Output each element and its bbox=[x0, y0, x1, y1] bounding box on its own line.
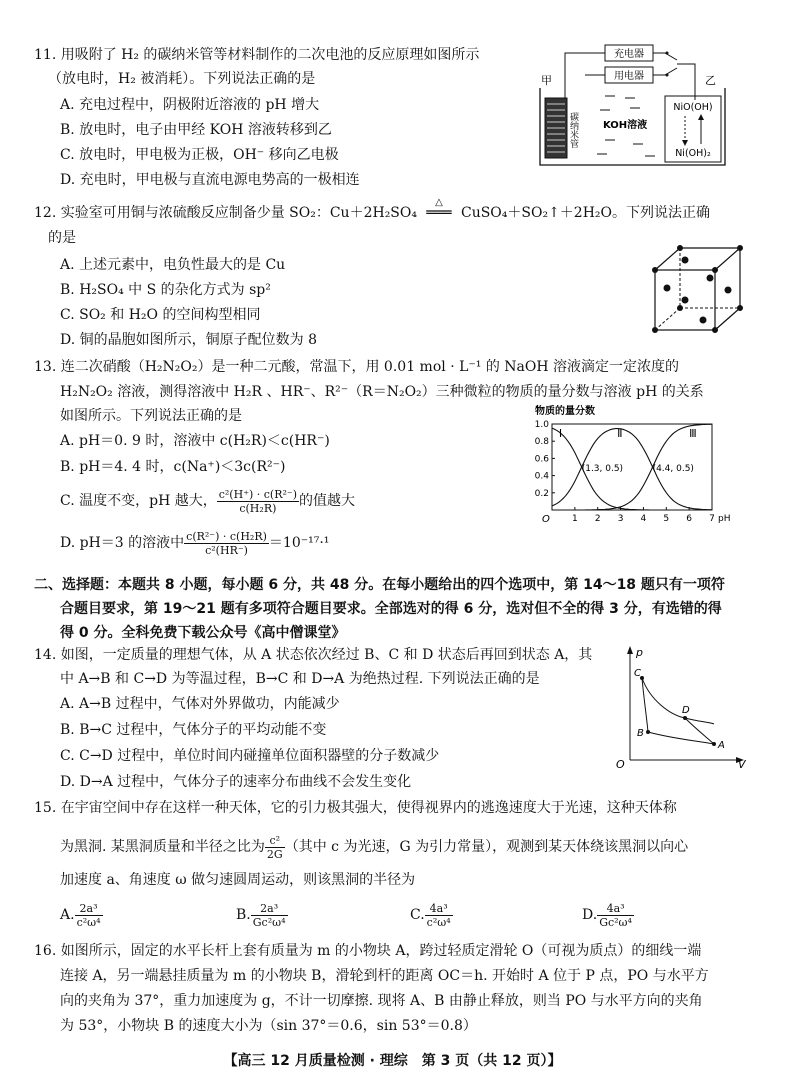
q11-stem-line2: （放电时，H₂ 被消耗）。下列说法正确的是 bbox=[48, 71, 316, 87]
x-tick-label: 6 bbox=[686, 514, 693, 524]
distribution-chart bbox=[530, 402, 745, 528]
q13-option-c bbox=[60, 484, 355, 518]
q14-option-a: A. A→B 过程中，气体对外界做功，内能减少 bbox=[60, 696, 340, 712]
q15-a-fraction bbox=[75, 902, 103, 929]
x-tick-label: 7 bbox=[709, 514, 715, 524]
chart-origin-label: O bbox=[542, 514, 550, 525]
q12-stem-part2: CuSO₄＋SO₂↑＋2H₂O。下列说法正确 bbox=[460, 205, 711, 221]
nioh-label: NiO(OH) bbox=[673, 102, 713, 113]
q11-option-c: C. 放电时，甲电极为正极，OH⁻ 移向乙电极 bbox=[60, 147, 339, 163]
q15-b-den: Gc²ω⁴ bbox=[252, 915, 286, 929]
p-axis-label: p bbox=[636, 646, 643, 659]
q13-d-pre: D. pH＝3 的溶液中 bbox=[60, 535, 185, 551]
q15-c-den: c²ω⁴ bbox=[426, 915, 451, 929]
electrode-jia-label: 甲 bbox=[541, 74, 552, 87]
x-tick-label: 5 bbox=[663, 514, 670, 524]
nioh2-label: Ni(OH)₂ bbox=[675, 148, 711, 159]
q11-option-d: D. 充电时，甲电极与直流电源电势高的一极相连 bbox=[60, 172, 360, 188]
q15-c-label: C. bbox=[410, 907, 425, 923]
q15-d-num: 4a³ bbox=[597, 902, 634, 916]
q15-c-num: 4a³ bbox=[425, 902, 453, 916]
y-tick-label: 0.4 bbox=[534, 471, 549, 482]
q13-c-num: c²(H⁺) · c(R²⁻) bbox=[218, 487, 298, 501]
chart-title: 物质的量分数 bbox=[535, 406, 595, 417]
q14-option-b: B. B→C 过程中，气体分子的平均动能不变 bbox=[60, 722, 327, 738]
q13-option-d bbox=[60, 526, 329, 560]
q13-c-pre: C. 温度不变，pH 越大， bbox=[60, 493, 217, 509]
q13-option-b: B. pH＝4. 4 时，c(Na⁺)＜3c(R²⁻) bbox=[60, 459, 286, 475]
state-b-label: B bbox=[637, 728, 644, 739]
x-tick-label: 1 bbox=[571, 514, 578, 524]
state-c-label: C bbox=[634, 668, 641, 679]
q13-stem-line2: H₂N₂O₂ 溶液，测得溶液中 H₂R 、HR⁻、R²⁻（R＝N₂O₂）三种微粒的物质的量分数与溶液 pH 的关系 bbox=[60, 384, 704, 400]
x-tick-label: 4 bbox=[640, 514, 647, 524]
q13-stem-line1: 13. 连二次硝酸（H₂N₂O₂）是一种二元酸，常温下，用 0.01 mol · L⁻¹ 的 NaOH 溶液滴定一定浓度的 bbox=[34, 359, 680, 375]
annotation-pka2: (4.4, 0.5) bbox=[652, 464, 694, 474]
cnt-label: 碳纳米管 bbox=[568, 112, 578, 148]
q11-stem-line1: 11. 用吸附了 H₂ 的碳纳米管等材料制作的二次电池的反应原理如图所示 bbox=[34, 47, 480, 63]
x-tick-label: 2 bbox=[594, 514, 601, 524]
q13-c-post: 的值越大 bbox=[299, 493, 356, 509]
q15-stem-line3: 加速度 a、角速度 ω 做匀速圆周运动，则该黑洞的半径为 bbox=[60, 872, 416, 888]
state-d-label: D bbox=[682, 705, 690, 716]
q12-option-d: D. 铜的晶胞如图所示，铜原子配位数为 8 bbox=[60, 332, 317, 348]
q11-battery-diagram bbox=[535, 40, 745, 170]
q13-d-fraction bbox=[184, 530, 269, 557]
q13-c-den: c(H₂R) bbox=[239, 501, 277, 515]
q15-option-a bbox=[60, 898, 103, 932]
q12-stem-part1: 12. 实验室可用铜与浓硫酸反应制备少量 SO₂：Cu＋2H₂SO₄ bbox=[34, 205, 417, 221]
q15-a-den: c²ω⁴ bbox=[76, 915, 101, 929]
q14-stem-line2: 中 A→B 和 C→D 为等温过程，B→C 和 D→A 为绝热过程. 下列说法正确的是 bbox=[60, 671, 540, 687]
x-axis-label: pH bbox=[718, 514, 731, 524]
q12-option-c: C. SO₂ 和 H₂O 的空间构型相同 bbox=[60, 307, 261, 323]
koh-label: KOH溶液 bbox=[603, 120, 648, 131]
q15-ratio-num: c² bbox=[265, 834, 285, 848]
page-footer: 【高三 12 月质量检测 · 理综 第 3 页（共 12 页）】 bbox=[223, 1053, 562, 1069]
section2-line3: 得 0 分。全科免费下载公众号《高中僧课堂》 bbox=[60, 625, 346, 641]
v-axis-label: V bbox=[738, 758, 746, 770]
q15-option-d bbox=[582, 898, 634, 932]
pv-diagram bbox=[610, 640, 750, 770]
q15-stem-line1: 15. 在宇宙空间中存在这样一种天体，它的引力极其强大，使得视界内的逃逸速度大于光速，这种天体称 bbox=[34, 800, 677, 816]
q14-option-d: D. D→A 过程中，气体分子的速率分布曲线不会发生变化 bbox=[60, 774, 412, 790]
q13-option-a: A. pH＝0. 9 时，溶液中 c(H₂R)＜c(HR⁻) bbox=[60, 433, 330, 449]
q15-stem2-post: （其中 c 为光速，G 为引力常量），观测到某天体绕该黑洞以向心 bbox=[284, 839, 689, 855]
q12-stem-line2: 的是 bbox=[48, 230, 76, 246]
q15-d-fraction bbox=[597, 902, 634, 929]
heat-symbol: △ bbox=[435, 197, 443, 208]
q13-stem-line3: 如图所示。下列说法正确的是 bbox=[60, 408, 242, 424]
q16-stem-line2: 连接 A，另一端悬挂质量为 m 的小物块 B，滑轮到杆的距离 OC＝h. 开始时 A 位于 P 点，PO 与水平方 bbox=[60, 968, 709, 984]
q13-d-num: c(R²⁻) · c(H₂R) bbox=[186, 529, 267, 543]
region-label-2: Ⅱ bbox=[617, 426, 623, 440]
q15-option-c bbox=[410, 898, 453, 932]
region-label-1: Ⅰ bbox=[558, 426, 563, 440]
y-tick-label: 0.8 bbox=[534, 437, 549, 448]
y-tick-label: 0.2 bbox=[534, 488, 549, 499]
q14-stem-line1: 14. 如图，一定质量的理想气体，从 A 状态依次经过 B、C 和 D 状态后再回到状态 A，其 bbox=[34, 647, 593, 663]
q13-c-fraction bbox=[217, 488, 299, 515]
q15-a-num: 2a³ bbox=[75, 902, 103, 916]
q13-d-post: ＝10⁻¹⁷·¹ bbox=[268, 535, 330, 551]
fcc-unit-cell bbox=[645, 240, 745, 340]
section2-line2: 合题目要求，第 19～21 题有多项符合题目要求。全部选对的得 6 分，选对但不全的得 3 分，有选错的得 bbox=[60, 601, 722, 617]
q15-b-label: B. bbox=[236, 907, 251, 923]
charger-label: 充电器 bbox=[614, 49, 644, 60]
q13-d-den: c²(HR⁻) bbox=[205, 543, 248, 557]
q15-a-label: A. bbox=[60, 907, 75, 923]
q14-option-c: C. C→D 过程中，单位时间内碰撞单位面积器壁的分子数减少 bbox=[60, 748, 440, 764]
q15-option-b bbox=[236, 898, 288, 932]
consumer-label: 用电器 bbox=[614, 71, 644, 82]
q12-stem-line1 bbox=[34, 197, 711, 222]
q15-d-den: Gc²ω⁴ bbox=[599, 915, 632, 929]
q15-ratio-den: 2G bbox=[266, 847, 283, 861]
reaction-arrow: △ ═══ bbox=[417, 204, 461, 222]
q15-ratio-fraction bbox=[265, 834, 285, 861]
q12-option-b: B. H₂SO₄ 中 S 的杂化方式为 sp² bbox=[60, 282, 271, 298]
annotation-pka1: (1.3, 0.5) bbox=[581, 464, 624, 474]
q15-c-fraction bbox=[425, 902, 453, 929]
q15-stem-line2 bbox=[60, 830, 688, 864]
q11-option-a: A. 充电过程中，阴极附近溶液的 pH 增大 bbox=[60, 97, 320, 113]
q11-option-b: B. 放电时，电子由甲经 KOH 溶液转移到乙 bbox=[60, 122, 332, 138]
state-a-label: A bbox=[718, 740, 725, 751]
y-tick-label: 0.6 bbox=[534, 454, 549, 465]
q16-stem-line4: 为 53°，小物块 B 的速度大小为（sin 37°＝0.6，sin 53°＝0.8） bbox=[60, 1018, 477, 1034]
q16-stem-line3: 向的夹角为 37°，重力加速度为 g，不计一切摩擦. 现将 A、B 由静止释放，则当 PO 与水平方向的夹角 bbox=[60, 993, 703, 1009]
electrode-yi-label: 乙 bbox=[705, 74, 716, 87]
origin-label: O bbox=[616, 758, 625, 770]
q15-b-fraction bbox=[251, 902, 288, 929]
q16-stem-line1: 16. 如图所示，固定的水平长杆上套有质量为 m 的小物块 A，跨过轻质定滑轮 O（可视为质点）的细线一端 bbox=[34, 943, 702, 959]
q15-b-num: 2a³ bbox=[251, 902, 288, 916]
x-tick-label: 3 bbox=[617, 514, 624, 524]
q12-option-a: A. 上述元素中，电负性最大的是 Cu bbox=[60, 257, 286, 273]
section2-line1: 二、选择题：本题共 8 小题，每小题 6 分，共 48 分。在每小题给出的四个选项中，第 14～18 题只有一项符 bbox=[34, 577, 725, 593]
q15-stem2-pre: 为黑洞. 某黑洞质量和半径之比为 bbox=[60, 839, 265, 855]
q15-d-label: D. bbox=[582, 907, 598, 923]
region-label-3: Ⅲ bbox=[689, 426, 697, 440]
y-tick-label: 1.0 bbox=[534, 420, 549, 430]
